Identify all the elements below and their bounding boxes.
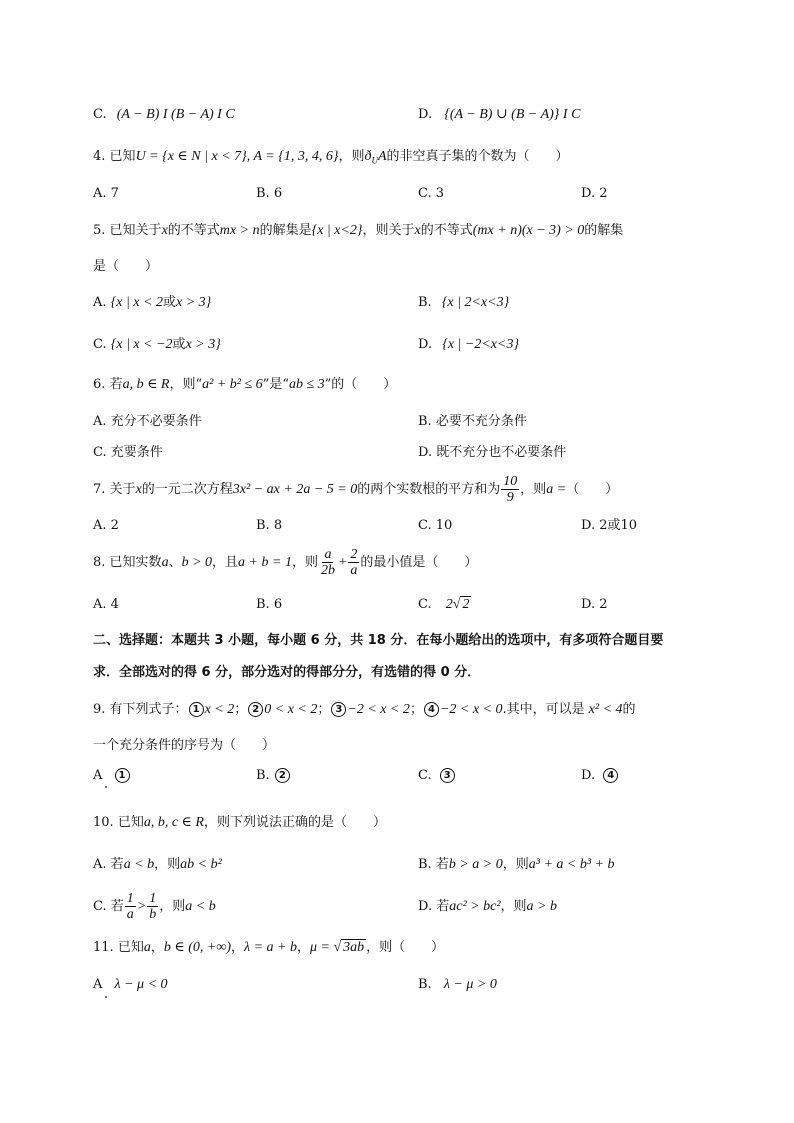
question-number: 10. <box>93 815 114 830</box>
question-text: 已知实数 <box>109 555 162 570</box>
q4-option-c[interactable]: C. 3 <box>418 186 445 201</box>
q8-option-b[interactable]: B. 6 <box>256 597 283 612</box>
option-math: a < b <box>123 857 155 872</box>
q10-option-c[interactable] <box>93 890 216 924</box>
fraction-numerator: 2 <box>350 547 358 562</box>
fraction-denominator: 9 <box>506 490 514 505</box>
question-text: ，则“ <box>169 377 203 392</box>
math-operator: > <box>136 899 147 914</box>
circled-number-3: 3 <box>440 768 455 783</box>
math-variable: a <box>161 555 169 570</box>
fraction <box>348 547 359 578</box>
question-text: ，则关于 <box>362 223 415 238</box>
q10-option-b[interactable] <box>418 856 615 874</box>
fraction-numerator: 1 <box>149 891 157 906</box>
question-text: ，则（ ） <box>366 940 445 955</box>
math-variable: x <box>135 482 142 497</box>
math-expression: −2 < x < 2 <box>347 702 410 717</box>
question-text: 的最小值是（ ） <box>360 555 478 570</box>
question-text: ，则下列说法正确的是（ ） <box>203 815 386 830</box>
math-expression: U = {x ∈ N | x < 7}, A = {1, 3, 4, 6} <box>135 149 339 164</box>
q5-option-d[interactable] <box>418 336 519 354</box>
option-math: (A − B) I (B − A) I C <box>116 107 235 122</box>
q11-option-a[interactable] <box>93 976 168 994</box>
q4-option-d[interactable]: D. 2 <box>581 186 608 201</box>
option-text: 或 <box>163 295 177 310</box>
stray-dot <box>105 786 107 788</box>
q10-option-a[interactable] <box>93 856 222 874</box>
fraction-denominator: a <box>350 563 358 578</box>
question-text: 已知 <box>117 940 144 955</box>
option-text: 或 <box>172 337 186 352</box>
option-label: D. <box>581 768 596 783</box>
circled-number-4: 4 <box>424 702 439 717</box>
sqrt-expression: √ 3ab <box>333 940 365 955</box>
option-label: B. <box>418 977 432 992</box>
complement-symbol: ð <box>364 149 372 164</box>
q9-option-b[interactable] <box>256 767 291 785</box>
option-text: 若 <box>110 899 124 914</box>
q5-option-a[interactable] <box>93 294 211 312</box>
question-text: ， <box>150 940 164 955</box>
question-text: 的解集 <box>584 223 624 238</box>
option-label: C. <box>93 337 107 352</box>
q8-option-a[interactable]: A. 4 <box>93 597 119 612</box>
option-label: C. <box>418 597 432 612</box>
question-text: ”是“ <box>262 377 289 392</box>
question-text: ， <box>296 940 310 955</box>
option-math: λ − μ < 0 <box>114 977 168 992</box>
option-label: C. <box>93 899 107 914</box>
math-variable: x <box>414 223 421 238</box>
question-number: 5. <box>93 223 106 238</box>
question-text: 已知 <box>117 815 144 830</box>
fraction <box>319 547 337 578</box>
q4-option-b[interactable]: B. 6 <box>256 186 283 201</box>
section-2-instructions-line1: 二、选择题：本题共 3 小题，每小题 6 分，共 18 分．在每小题给出的选项中，有多项符合题目要 <box>93 633 664 648</box>
question-text: 有下列式子： <box>109 702 188 717</box>
option-math: λ − μ > 0 <box>443 977 497 992</box>
fraction-denominator: a <box>126 907 134 922</box>
math-expression: x² < 4 <box>588 702 623 717</box>
question-6 <box>93 376 396 394</box>
q5-option-c[interactable] <box>93 336 221 354</box>
separator: ； <box>409 702 423 717</box>
question-10 <box>93 814 386 832</box>
sqrt-expression: 2√ 2 <box>445 597 470 612</box>
question-8 <box>93 546 477 580</box>
math-expression: 3x² − ax + 2a − 5 = 0 <box>232 482 358 497</box>
question-text: ，则 <box>520 482 547 497</box>
q5-option-b[interactable] <box>418 294 509 312</box>
question-text: 已知 <box>109 149 136 164</box>
q7-option-c[interactable]: C. 10 <box>418 518 453 533</box>
option-math: b > a > 0 <box>448 857 503 872</box>
option-math: a³ + a < b³ + b <box>528 857 615 872</box>
option-math: x > 3} <box>185 337 221 352</box>
question-7 <box>93 473 618 507</box>
q3-option-c[interactable] <box>93 106 235 124</box>
math-expression: λ = a + b <box>244 940 297 955</box>
q9-option-c[interactable] <box>418 767 456 785</box>
q3-option-d[interactable] <box>418 106 580 124</box>
question-5-line2: 是（ ） <box>93 259 159 274</box>
q7-option-b[interactable]: B. 8 <box>256 518 283 533</box>
fraction <box>147 891 158 922</box>
option-text: ，则 <box>159 899 186 914</box>
option-label: D. <box>418 899 433 914</box>
math-variable: a <box>143 940 151 955</box>
math-expression: a, b ∈ R <box>122 377 170 392</box>
question-text: 的两个实数根的平方和为 <box>357 482 501 497</box>
question-number: 11. <box>93 940 114 955</box>
q7-option-d[interactable]: D. 2或10 <box>581 518 638 533</box>
option-label: A <box>93 977 103 992</box>
option-text: ，则 <box>500 899 527 914</box>
q6-option-d[interactable]: D. 既不充分也不必要条件 <box>418 445 567 460</box>
option-text: 若 <box>435 857 449 872</box>
math-expression: b ∈ (0, +∞) <box>163 940 231 955</box>
option-math: x > 3} <box>176 295 212 310</box>
circled-number-3: 3 <box>331 702 346 717</box>
option-math: {(A − B) ∪ (B − A)} I C <box>444 107 581 122</box>
math-expression: ab ≤ 3 <box>288 377 325 392</box>
fraction-denominator: b <box>149 907 157 922</box>
option-label: D. <box>418 337 433 352</box>
option-label: A. <box>93 295 107 310</box>
stray-dot <box>105 996 107 998</box>
question-number: 4. <box>93 149 106 164</box>
q8-option-d[interactable]: D. 2 <box>581 597 608 612</box>
sqrt-coefficient: 2 <box>445 597 453 612</box>
q4-option-a[interactable]: A. 7 <box>93 186 119 201</box>
question-4 <box>93 148 569 170</box>
question-9-line2: 一个充分条件的序号为（ ） <box>93 738 276 753</box>
circled-number-2: 2 <box>248 702 263 717</box>
option-text: ，则 <box>154 857 181 872</box>
math-expression: a² + b² ≤ 6 <box>202 377 263 392</box>
q8-option-c[interactable] <box>418 596 471 614</box>
option-label: C. <box>93 107 107 122</box>
math-expression: mx > n <box>219 223 260 238</box>
math-expression: b > 0 <box>181 555 213 570</box>
option-text: ，则 <box>502 857 529 872</box>
question-text: ，则 <box>291 555 318 570</box>
q6-option-c[interactable]: C. 充要条件 <box>93 445 163 460</box>
option-text: 若 <box>110 857 124 872</box>
math-expression: {x | x<2} <box>311 223 363 238</box>
option-label: B. <box>256 768 270 783</box>
q9-option-d[interactable] <box>581 767 619 785</box>
question-text: 已知关于 <box>109 223 162 238</box>
q6-option-a[interactable]: A. 充分不必要条件 <box>93 414 202 429</box>
circled-number-1: 1 <box>115 768 130 783</box>
option-label: C. <box>418 768 432 783</box>
option-text: 若 <box>436 899 450 914</box>
q11-option-b[interactable] <box>418 976 497 994</box>
fraction <box>501 474 519 505</box>
math-expression: −2 < x < 0 <box>439 702 503 717</box>
option-math: a < b <box>185 899 216 914</box>
question-text: .其中，可以是 <box>502 702 585 717</box>
question-text: ，则 <box>338 149 365 164</box>
question-text: 的一元二次方程 <box>141 482 233 497</box>
option-label: B. <box>418 295 432 310</box>
math-expression: μ = <box>309 940 334 955</box>
math-expression: (mx + n)(x − 3) > 0 <box>472 223 585 238</box>
question-number: 7. <box>93 482 106 497</box>
question-number: 9. <box>93 702 106 717</box>
q9-option-a[interactable] <box>93 767 131 785</box>
question-text: 的解集是 <box>259 223 312 238</box>
fraction-numerator: 1 <box>126 891 134 906</box>
question-text: ”的（ ） <box>324 377 397 392</box>
sqrt-radicand: 2 <box>462 597 470 612</box>
question-9 <box>93 701 636 719</box>
circled-number-1: 1 <box>189 702 204 717</box>
question-text: （ ） <box>566 482 619 497</box>
circled-number-4: 4 <box>603 768 618 783</box>
question-text: 的非空真子集的个数为（ ） <box>386 149 569 164</box>
question-number: 8. <box>93 555 106 570</box>
q6-option-b[interactable]: B. 必要不充分条件 <box>418 414 527 429</box>
option-math: {x | 2<x<3} <box>441 295 510 310</box>
question-text: 、 <box>168 555 182 570</box>
math-expression: a + b = 1 <box>238 555 292 570</box>
fraction-numerator: a <box>324 547 332 562</box>
question-number: 6. <box>93 377 106 392</box>
option-math: a > b <box>526 899 557 914</box>
separator: ； <box>234 702 248 717</box>
question-text: 关于 <box>109 482 136 497</box>
option-math: {x | x < −2 <box>110 337 173 352</box>
option-math: {x | −2<x<3} <box>442 337 520 352</box>
question-11 <box>93 939 444 957</box>
fraction-numerator: 10 <box>503 474 518 489</box>
math-expression: a = <box>546 482 567 497</box>
circled-number-2: 2 <box>275 768 290 783</box>
math-expression: 0 < x < 2 <box>264 702 318 717</box>
fraction <box>125 891 136 922</box>
question-text: 的 <box>622 702 636 717</box>
math-expression: A <box>377 149 387 164</box>
math-operator: + <box>337 555 348 570</box>
question-text: 的不等式 <box>167 223 220 238</box>
question-5 <box>93 222 623 240</box>
question-text: ，且 <box>212 555 239 570</box>
fraction-denominator: 2b <box>320 563 335 578</box>
q7-option-a[interactable]: A. 2 <box>93 518 119 533</box>
option-math: {x | x < 2 <box>110 295 163 310</box>
question-text: 的不等式 <box>420 223 473 238</box>
option-math: ac² > bc² <box>449 899 501 914</box>
option-label: A. <box>93 857 107 872</box>
math-variable: x <box>161 223 168 238</box>
section-2-instructions-line2: 求．全部选对的得 6 分，部分选对的得部分分，有选错的得 0 分． <box>93 665 481 680</box>
math-subscript: U <box>371 155 378 166</box>
option-label: D. <box>418 107 433 122</box>
sqrt-radicand: 3ab <box>343 940 365 955</box>
separator: ； <box>317 702 331 717</box>
option-math: ab < b² <box>180 857 222 872</box>
math-expression: a, b, c ∈ R <box>143 815 204 830</box>
option-label: B. <box>418 857 432 872</box>
question-text: ， <box>230 940 244 955</box>
question-text: 若 <box>109 377 123 392</box>
option-label: A <box>93 768 103 783</box>
q10-option-d[interactable] <box>418 898 557 916</box>
math-expression: x < 2 <box>204 702 235 717</box>
